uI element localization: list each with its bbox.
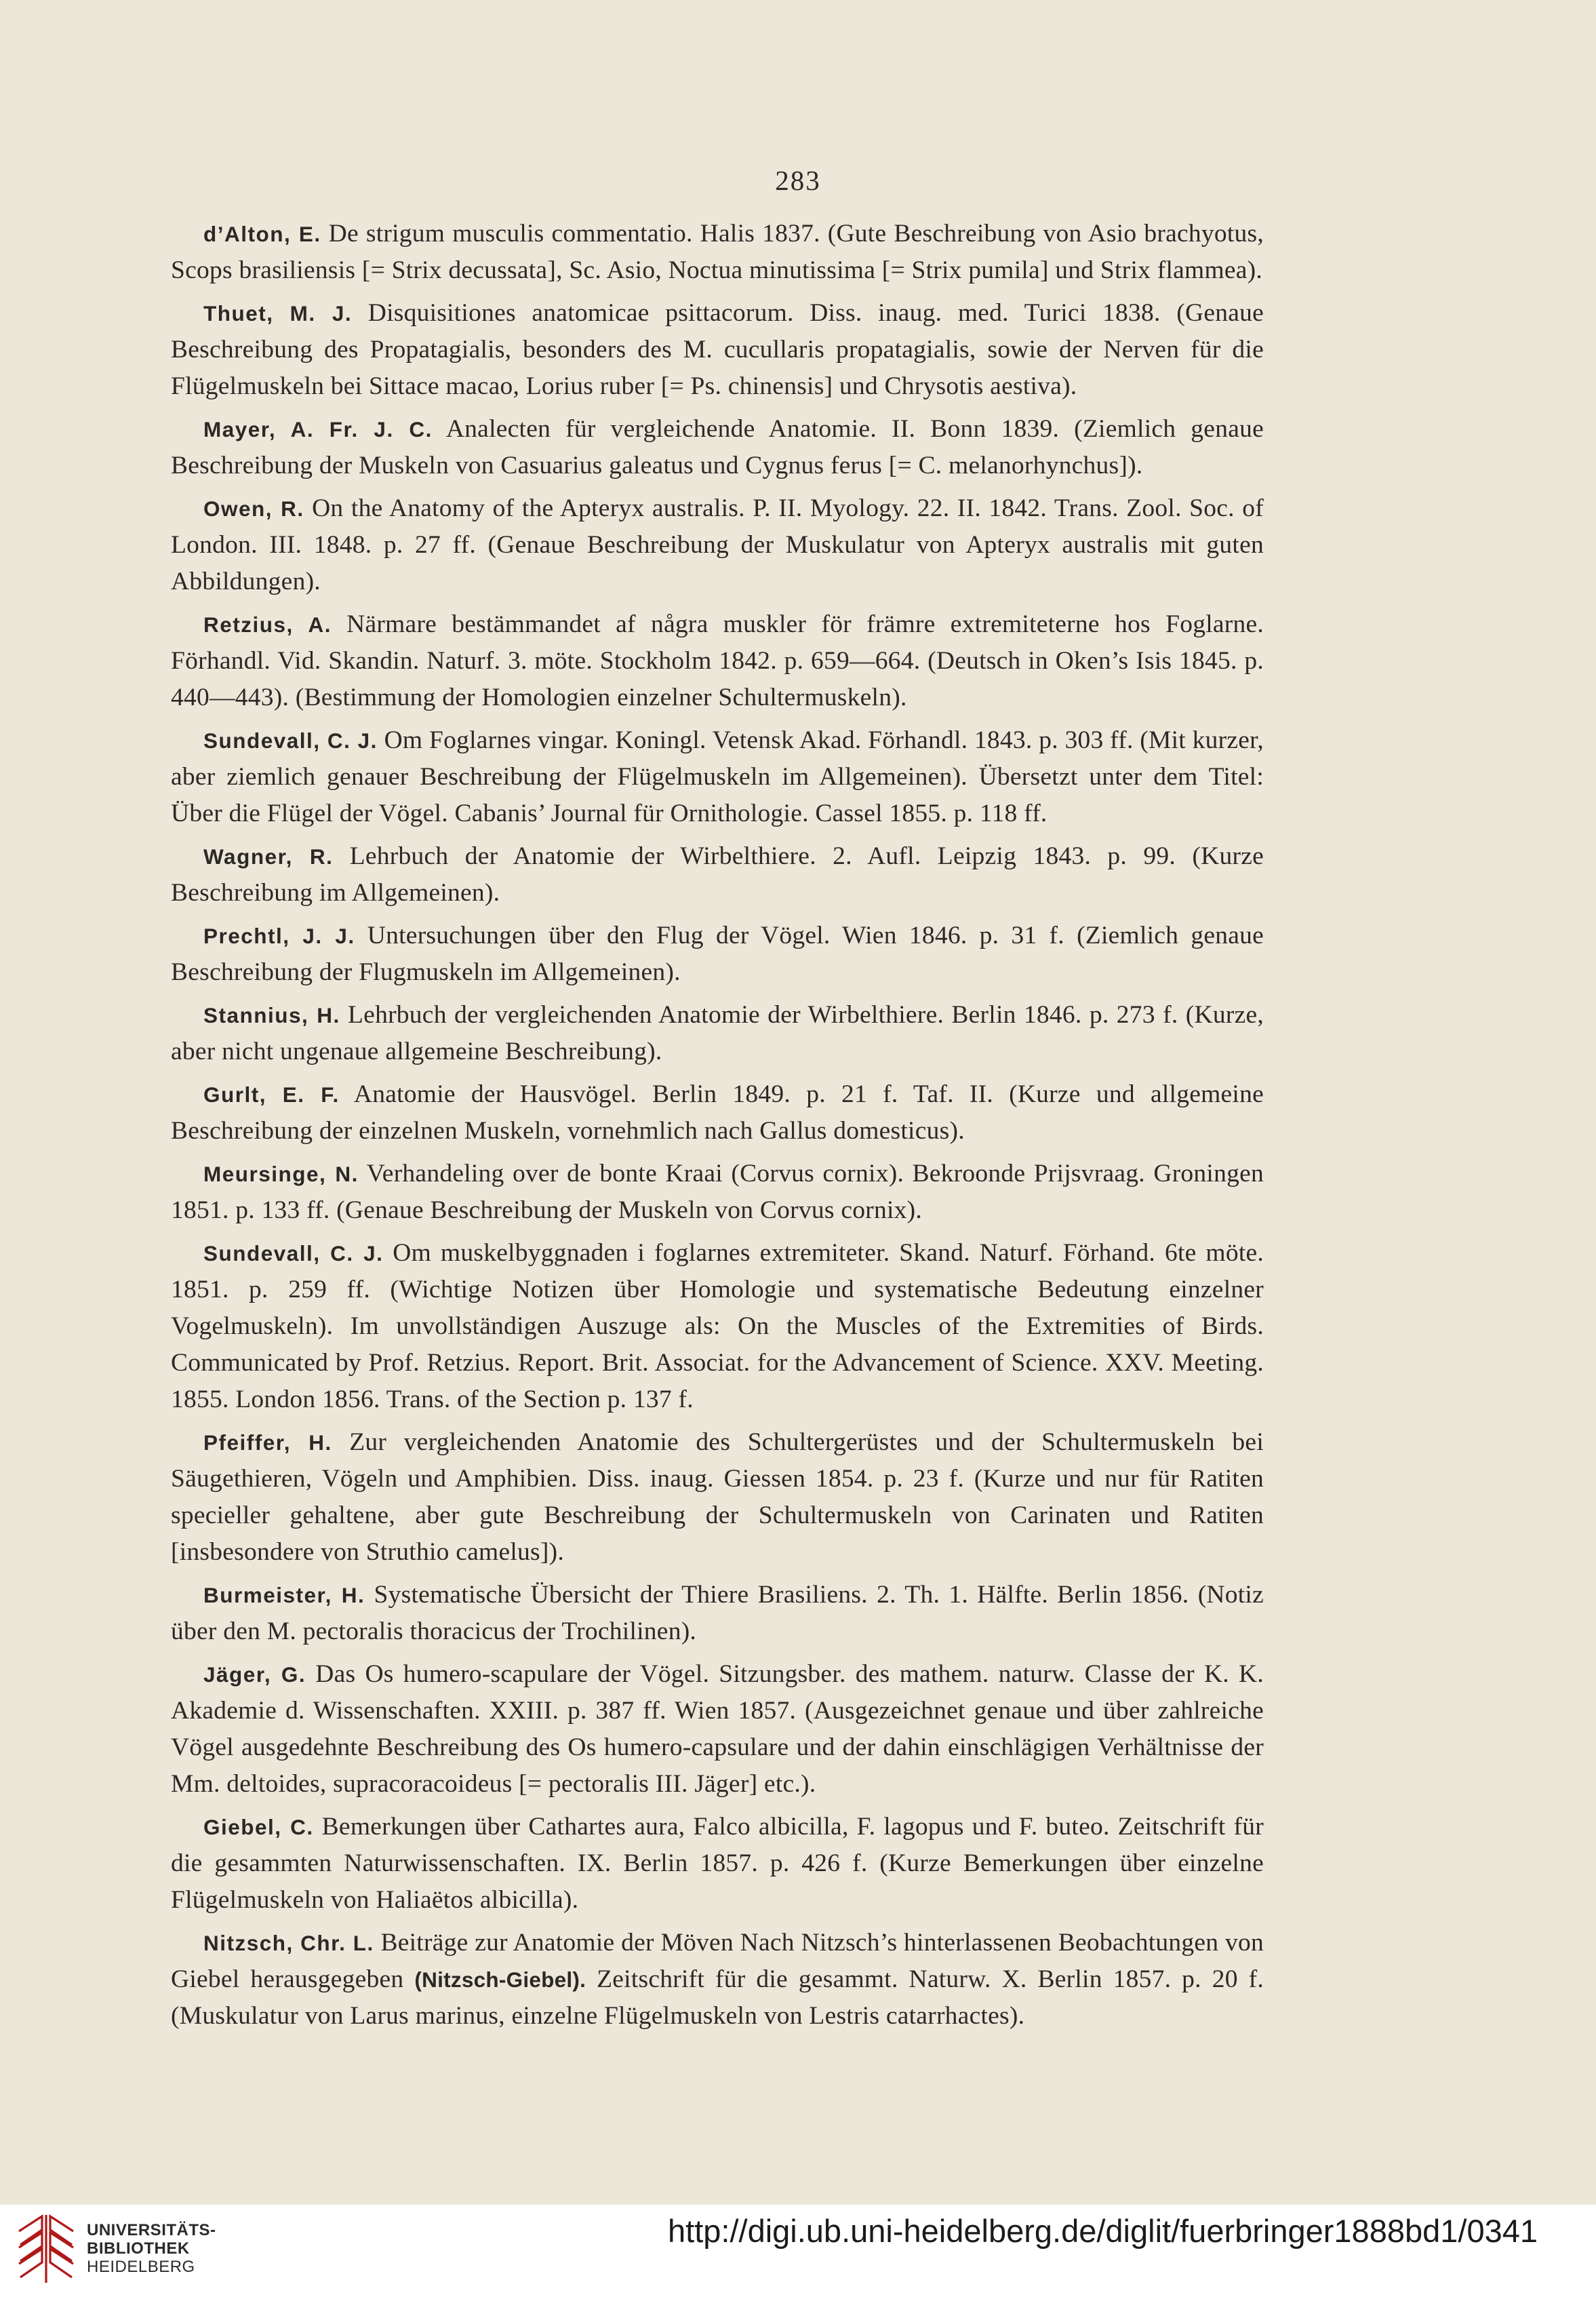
- entry-author: Owen, R.: [203, 496, 304, 521]
- library-logo-icon: [15, 2212, 77, 2285]
- entry-text: Lehrbuch der Anatomie der Wirbelthiere. 2. Aufl. Leipzig 1843. p. 99. (Kurze Beschreibung im Allgemeinen).: [171, 842, 1264, 907]
- entry-text: De strigum musculis commentatio. Halis 1837. (Gute Beschreibung von Asio brachyotus, Scops brasiliensis [= Strix decussata], Sc. Asio, Noctua minutissima [= Strix pumila] und Strix flammea).: [171, 220, 1264, 284]
- entry-author: Stannius, H.: [203, 1003, 340, 1027]
- bibliography-entry: [171, 1577, 1264, 1650]
- entry-author: Prechtl, J. J.: [203, 924, 355, 948]
- bibliography-entry: [171, 1809, 1264, 1919]
- bibliography-entry: [171, 997, 1264, 1070]
- entry-author: Gurlt, E. F.: [203, 1082, 340, 1107]
- bibliography-entry: [171, 722, 1264, 832]
- entry-author: Pfeiffer, H.: [203, 1430, 332, 1455]
- entry-text: Om muskelbyggnaden i foglarnes extremiteter. Skand. Naturf. Förhand. 6te möte. 1851. p. 259 ff. (Wichtige Notizen über Homologie und systematische Bedeutung einzelner Vogelmuskeln). Im unvollständigen Auszuge als: On the Muscles of the Extremities of Birds. Communicated by Prof. Retzius. Report. Brit. Associat. for the Advancement of Science. XXV. Meeting. 1855. London 1856. Trans. of the Section p. 137 f.: [171, 1239, 1264, 1413]
- bibliography-entry: [171, 918, 1264, 991]
- entry-text: On the Anatomy of the Apteryx australis. P. II. Myology. 22. II. 1842. Trans. Zool. Soc. of London. III. 1848. p. 27 ff. (Genaue Beschreibung der Muskulatur von Apteryx australis mit guten Abbildungen).: [171, 494, 1264, 595]
- entry-text: Närmare bestämmandet af några muskler för främre extremiteterne hos Foglarne. Förhandl. Vid. Skandin. Naturf. 3. möte. Stockholm 1842. p. 659—664. (Deutsch in Oken’s Isis 1845. p. 440—443). (Bestimmung der Homologien einzelner Schultermuskeln).: [171, 610, 1264, 711]
- bibliography-entry: [171, 1925, 1264, 2035]
- entry-author: Burmeister, H.: [203, 1583, 365, 1607]
- library-name-line: HEIDELBERG: [87, 2258, 195, 2276]
- entry-text: Beiträge zur Anatomie der Möven Nach Nitzsch’s hinterlassenen Beobachtungen von Giebel herausgegeben: [171, 1929, 1264, 1993]
- entry-text: Systematische Übersicht der Thiere Brasiliens. 2. Th. 1. Hälfte. Berlin 1856. (Notiz über den M. pectoralis thoracicus der Trochilinen).: [171, 1581, 1264, 1645]
- bibliography-entry: [171, 1076, 1264, 1150]
- bibliography-entry: [171, 1424, 1264, 1571]
- entry-text: Om Foglarnes vingar. Koningl. Vetensk Akad. Förhandl. 1843. p. 303 ff. (Mit kurzer, aber ziemlich genauer Beschreibung der Flügelmuskeln im Allgemeinen). Übersetzt unter dem Titel: Über die Flügel der Vögel. Cabanis’ Journal für Ornithologie. Cassel 1855. p. 118 ff.: [171, 726, 1264, 827]
- library-name: [87, 2221, 216, 2276]
- entry-text: Verhandeling over de bonte Kraai (Corvus cornix). Bekroonde Prijsvraag. Groningen 1851. p. 133 ff. (Genaue Beschreibung der Muskeln von Corvus cornix).: [171, 1160, 1264, 1224]
- bibliography-entry: [171, 216, 1264, 289]
- library-name-line: BIBLIOTHEK: [87, 2239, 190, 2258]
- logo-lines: [19, 2215, 73, 2283]
- bibliography-entry: [171, 490, 1264, 600]
- bibliography-entry: [171, 606, 1264, 716]
- page-number: 283: [775, 165, 821, 196]
- bibliography-entry: [171, 411, 1264, 484]
- entry-text: Analecten für vergleichende Anatomie. II. Bonn 1839. (Ziemlich genaue Beschreibung der Muskeln von Casuarius galeatus und Cygnus ferus [= C. melanorhynchus]).: [171, 415, 1264, 479]
- library-name-line: UNIVERSITÄTS-: [87, 2221, 216, 2239]
- entry-text: Bemerkungen über Cathartes aura, Falco albicilla, F. lagopus und F. buteo. Zeitschrift für die gesammten Naturwissenschaften. IX. Berlin 1857. p. 426 f. (Kurze Bemerkungen über einzelne Flügelmuskeln von Haliaëtos albicilla).: [171, 1813, 1264, 1914]
- entry-author: Retzius, A.: [203, 612, 332, 637]
- entry-text: Anatomie der Hausvögel. Berlin 1849. p. 21 f. Taf. II. (Kurze und allgemeine Beschreibung der einzelnen Muskeln, vornehmlich nach Gallus domesticus).: [171, 1080, 1264, 1145]
- entry-author: Thuet, M. J.: [203, 301, 353, 326]
- entry-author: Mayer, A. Fr. J. C.: [203, 417, 433, 441]
- bibliography-entry: [171, 295, 1264, 405]
- entry-text: Untersuchungen über den Flug der Vögel. Wien 1846. p. 31 f. (Ziemlich genaue Beschreibung der Flugmuskeln im Allgemeinen).: [171, 922, 1264, 986]
- entry-text: Das Os humero-scapulare der Vögel. Sitzungsber. des mathem. naturw. Classe der K. K. Akademie d. Wissenschaften. XXIII. p. 387 ff. Wien 1857. (Ausgezeichnet genaue und über zahlreiche Vögel ausgedehnte Beschreibung des Os humero-capsulare und der dahin einschlägigen Verhältnisse der Mm. deltoides, supracoracoideus [= pectoralis III. Jäger] etc.).: [171, 1660, 1264, 1798]
- entry-author: Sundevall, C. J.: [203, 1241, 384, 1265]
- entry-abbreviation: (Nitzsch-Giebel).: [414, 1967, 586, 1992]
- entry-text: Zeitschrift für die gesammt. Naturw. X. Berlin 1857. p. 20 f. (Muskulatur von Larus marinus, einzelne Flügelmuskeln von Lestris catarrhactes).: [171, 1965, 1264, 2030]
- bibliography-list: [171, 216, 1264, 2041]
- bibliography-entry: [171, 1656, 1264, 1803]
- entry-text: Zur vergleichenden Anatomie des Schultergerüstes und der Schultermuskeln bei Säugethieren, Vögeln und Amphibien. Diss. inaug. Giessen 1854. p. 23 f. (Kurze und nur für Ratiten specieller gehaltene, aber gute Beschreibung der Schultermuskeln von Carinaten und Ratiten [insbesondere von Struthio camelus]).: [171, 1428, 1264, 1566]
- bibliography-entry: [171, 1156, 1264, 1229]
- entry-author: Sundevall, C. J.: [203, 728, 378, 753]
- entry-author: Nitzsch, Chr. L.: [203, 1931, 374, 1955]
- entry-text: Lehrbuch der vergleichenden Anatomie der Wirbelthiere. Berlin 1846. p. 273 f. (Kurze, aber nicht ungenaue allgemeine Beschreibung).: [171, 1001, 1264, 1065]
- entry-author: Giebel, C.: [203, 1815, 314, 1839]
- bibliography-entry: [171, 838, 1264, 911]
- entry-author: d’Alton, E.: [203, 222, 321, 246]
- entry-author: Wagner, R.: [203, 844, 334, 869]
- entry-text: Disquisitiones anatomicae psittacorum. Diss. inaug. med. Turici 1838. (Genaue Beschreibung des Propatagialis, besonders des M. cucullaris propatagialis, sowie der Nerven für die Flügelmuskeln bei Sittace macao, Lorius ruber [= Ps. chinensis] und Chrysotis aestiva).: [171, 299, 1264, 400]
- entry-author: Meursinge, N.: [203, 1162, 359, 1186]
- bibliography-entry: [171, 1235, 1264, 1418]
- source-url-link[interactable]: http://digi.ub.uni-heidelberg.de/diglit/fuerbringer1888bd1/0341: [668, 2213, 1538, 2249]
- entry-author: Jäger, G.: [203, 1662, 306, 1687]
